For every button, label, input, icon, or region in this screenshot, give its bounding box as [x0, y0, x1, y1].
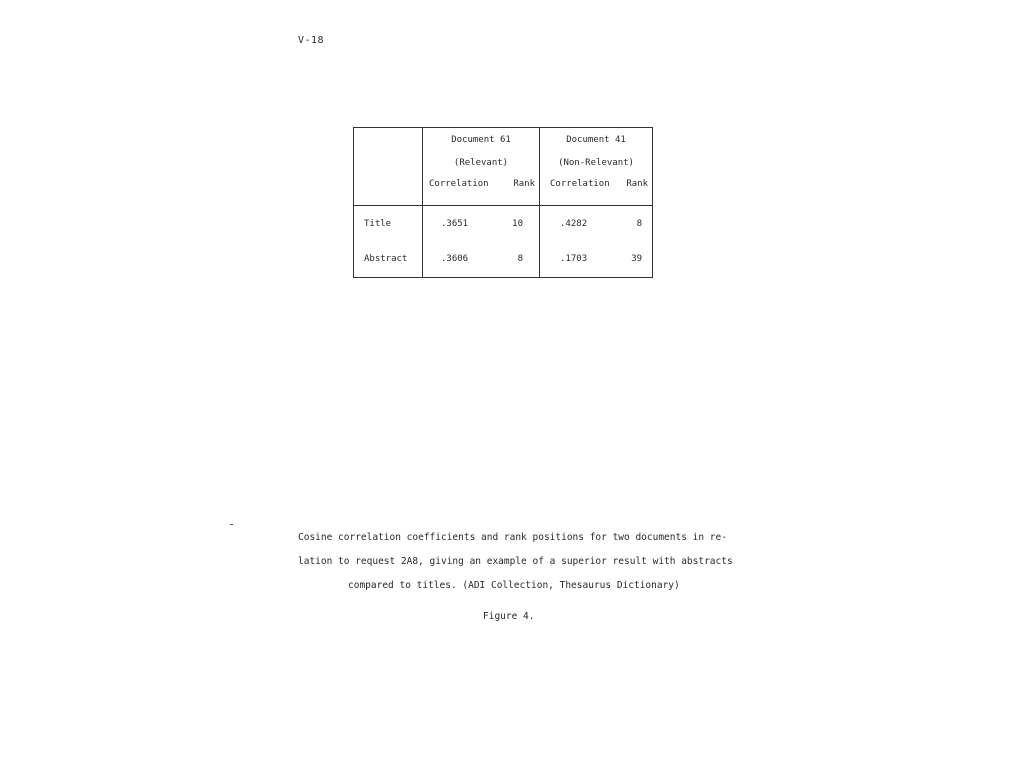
caption-line-1: Cosine correlation coefficients and rank positions for two documents in re-	[298, 532, 727, 543]
table-row	[354, 241, 653, 277]
doc1-subtitle: (Relevant)	[423, 151, 540, 174]
doc2-correlation-header: Correlation	[550, 178, 610, 189]
doc2-rank-header: Rank	[610, 175, 653, 193]
page-number: V-18	[298, 35, 325, 46]
doc1-rank-value: 8	[495, 241, 540, 277]
row-label: Title	[354, 205, 423, 241]
doc1-correlation-value: .3651	[441, 218, 469, 229]
doc2-rank-value: 39	[610, 241, 653, 277]
doc1-rank-header: Rank	[495, 175, 540, 193]
empty-corner-cell	[354, 128, 423, 194]
figure-label: Figure 4.	[483, 611, 535, 622]
row-label: Abstract	[354, 241, 423, 277]
doc1-correlation-value: .3606	[423, 241, 495, 277]
doc2-title: Document 41	[540, 128, 653, 152]
table-header-divider	[354, 193, 653, 205]
scan-speck	[230, 524, 233, 525]
table-header-row-1	[354, 128, 653, 152]
caption-line-2: lation to request 2A8, giving an example of a superior result with abstracts	[298, 556, 733, 567]
doc2-rank-value: 8	[610, 205, 653, 241]
doc1-rank-value: 10	[495, 205, 540, 241]
doc1-correlation-header: Correlation	[429, 178, 489, 189]
doc1-title: Document 61	[423, 128, 540, 152]
figure-caption	[298, 526, 733, 598]
doc2-subtitle: (Non-Relevant)	[540, 151, 653, 174]
caption-line-3: compared to titles. (ADI Collection, Thesaurus Dictionary)	[348, 580, 680, 591]
results-table	[353, 127, 653, 278]
table-row	[354, 205, 653, 241]
doc2-correlation-value: .1703	[540, 241, 610, 277]
doc2-correlation-value: .4282	[560, 218, 588, 229]
